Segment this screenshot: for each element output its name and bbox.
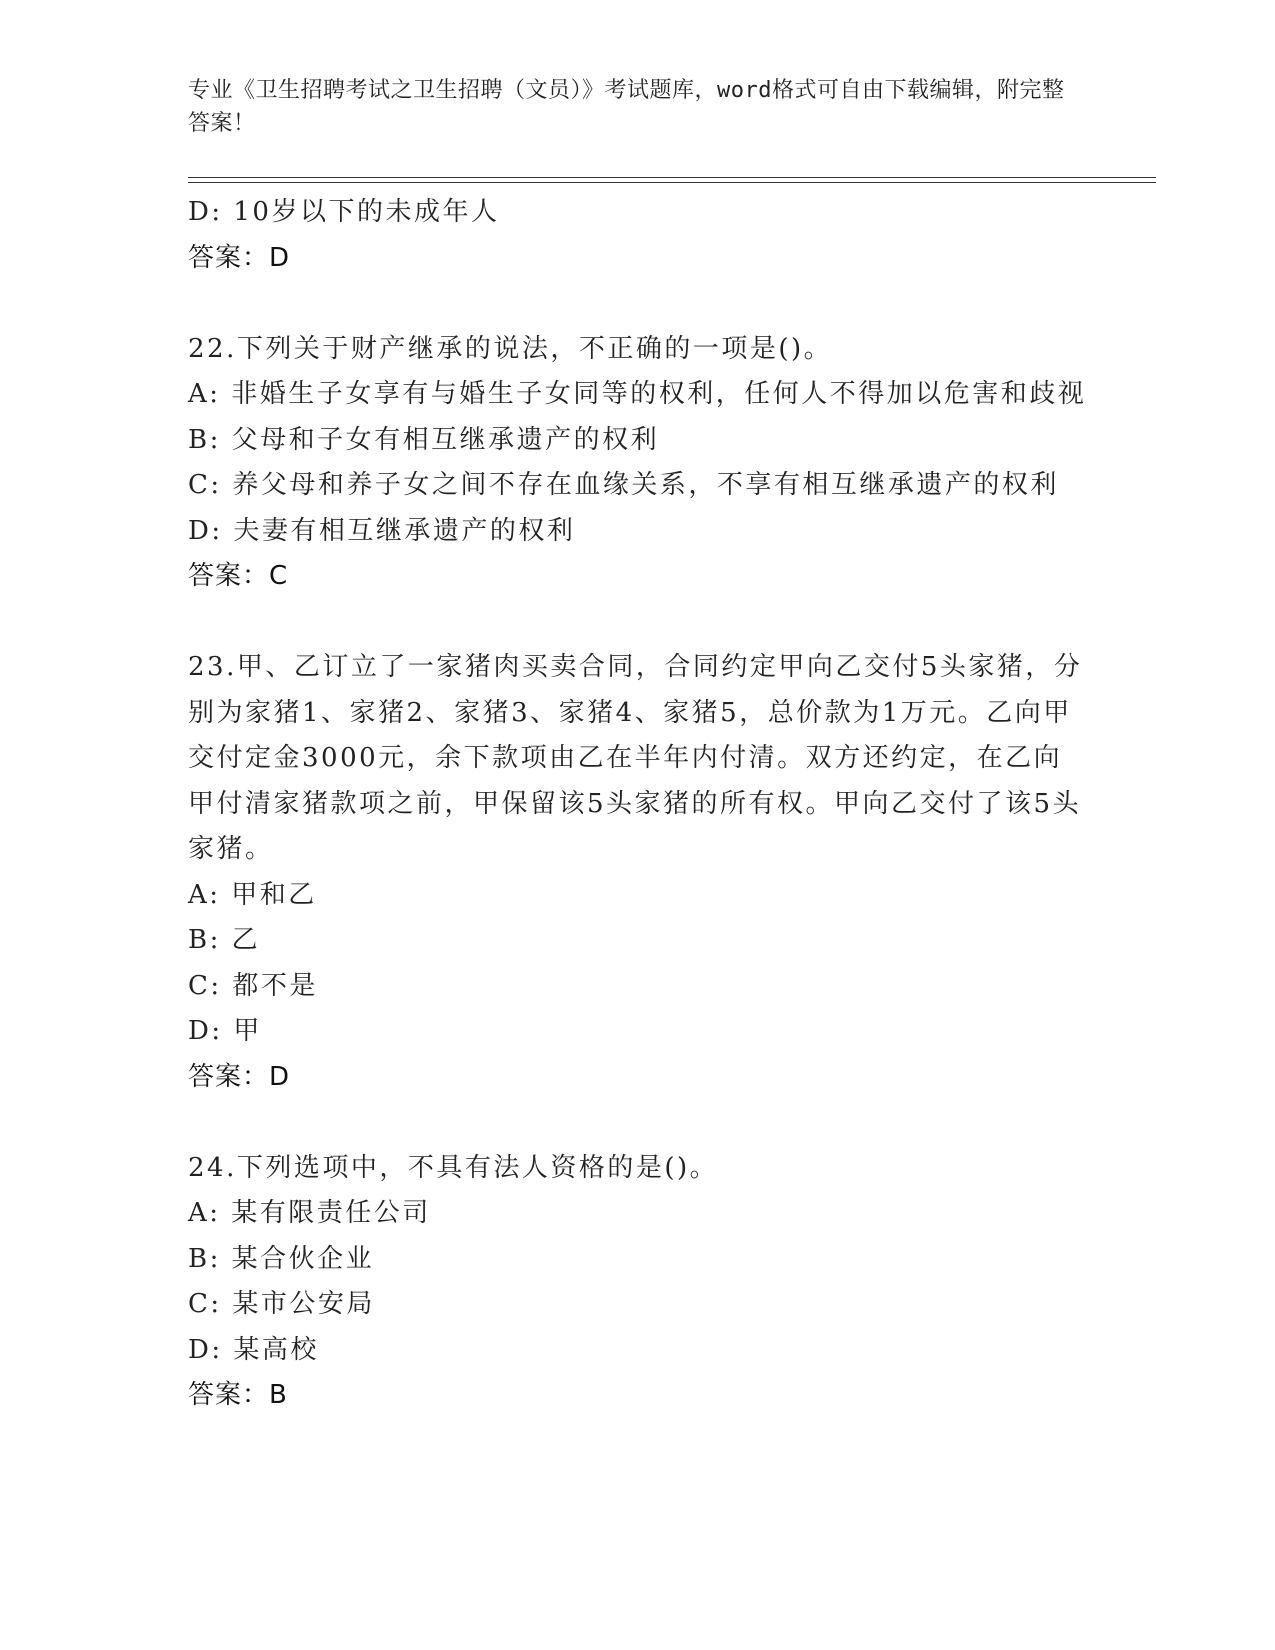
- option-b: B: 某合伙企业: [188, 1243, 375, 1274]
- question-22: [188, 327, 1088, 600]
- option-d: D: 夫妻有相互继承遗产的权利: [188, 515, 576, 546]
- page-header: 专业《卫生招聘考试之卫生招聘（文员）》考试题库，word格式可自由下载编辑，附完整答案！: [188, 78, 1065, 136]
- option-c: C: 某市公安局: [188, 1289, 375, 1319]
- answer-label: 答案：C: [188, 561, 289, 591]
- header-divider-top: [188, 177, 1156, 178]
- question-23: [188, 645, 1088, 1100]
- option-d: D: 某高校: [188, 1334, 319, 1365]
- option-a: A: 某有限责任公司: [188, 1198, 431, 1228]
- spacer: [188, 281, 1088, 327]
- option-b: B: 父母和子女有相互继承遗产的权利: [188, 424, 660, 455]
- header-divider-bottom: [188, 182, 1156, 183]
- option-c: C: 都不是: [188, 970, 318, 1001]
- question-24: [188, 1146, 1088, 1419]
- option-b: B: 乙: [188, 925, 261, 955]
- option-a: A: 非婚生子女享有与婚生子女同等的权利，任何人不得加以危害和歧视: [188, 379, 1087, 409]
- option-a: A: 甲和乙: [188, 879, 317, 910]
- question-content: [188, 190, 1088, 1419]
- answer-label: 答案：D: [188, 1061, 291, 1092]
- option-d: D: 10岁以下的未成年人: [188, 197, 500, 227]
- question-stem: 24.下列选项中，不具有法人资格的是()。: [188, 1152, 719, 1183]
- spacer: [188, 1100, 1088, 1146]
- question-stem: 22.下列关于财产继承的说法，不正确的一项是()。: [188, 333, 833, 364]
- answer-label: 答案：D: [188, 242, 291, 273]
- option-c: C: 养父母和养子女之间不存在血缘关系，不享有相互继承遗产的权利: [188, 470, 1059, 500]
- spacer: [188, 600, 1088, 646]
- question-21-tail: [188, 190, 1088, 281]
- answer-label: 答案：B: [188, 1380, 288, 1410]
- question-stem: 23.甲、乙订立了一家猪肉买卖合同，合同约定甲向乙交付5头家猪，分别为家猪1、家猪2、家猪3、家猪4、家猪5，总价款为1万元。乙向甲交付定金3000元，余下款项由乙在半年内付清。双方还约定，在乙向甲付清家猪款项之前，甲保留该5头家猪的所有权。甲向乙交付了该5头家猪。: [188, 652, 1083, 864]
- option-d: D: 甲: [188, 1016, 262, 1046]
